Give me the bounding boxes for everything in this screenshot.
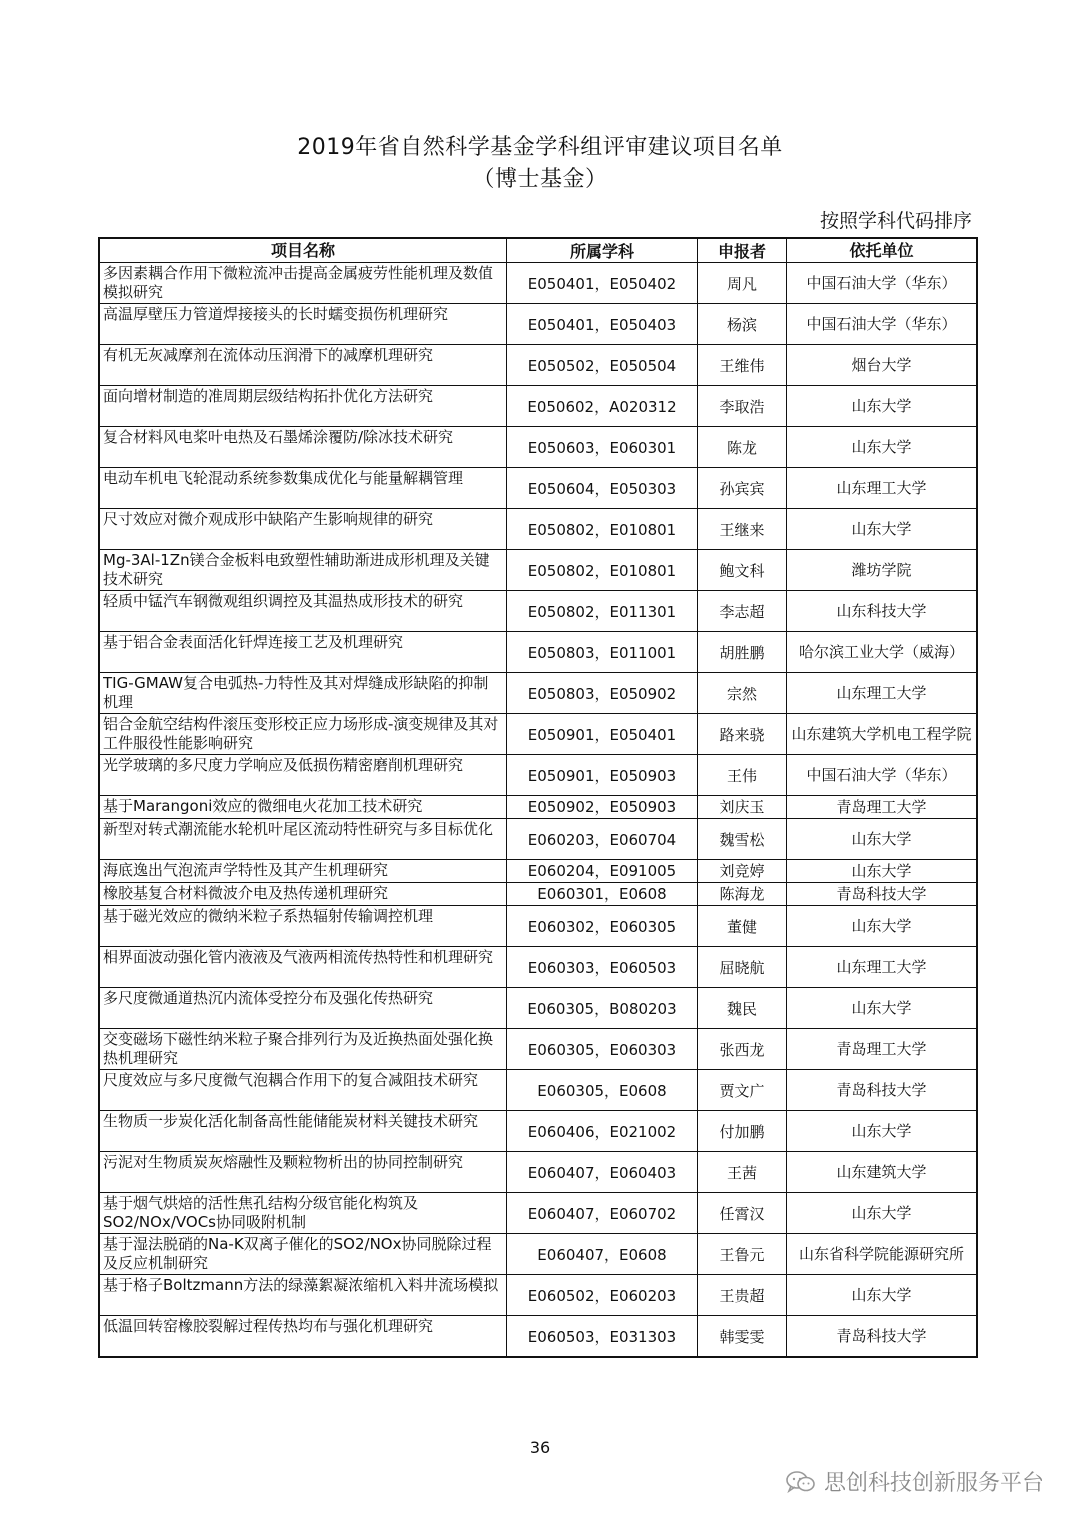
- table-row: [99, 673, 977, 714]
- project-table: [98, 237, 978, 1358]
- project-name: 基于湿法脱硝的Na-K双离子催化的SO2/NOx协同脱除过程及反应机制研究: [103, 1235, 492, 1272]
- project-name-cell: [99, 1193, 507, 1234]
- institution-name: 山东省科学院能源研究所: [787, 1234, 978, 1275]
- discipline-code: E060204，E091005: [507, 860, 698, 883]
- discipline-code: E050802，E011301: [507, 591, 698, 632]
- project-name: TIG-GMAW复合电弧热-力特性及其对焊缝成形缺陷的抑制机理: [103, 674, 489, 711]
- discipline-code: E060407，E060702: [507, 1193, 698, 1234]
- project-name: 有机无灰减摩剂在流体动压润滑下的减摩机理研究: [103, 346, 434, 364]
- table-row: [99, 427, 977, 468]
- discipline-code: E060407，E0608: [507, 1234, 698, 1275]
- project-name: 基于格子Boltzmann方法的绿藻絮凝浓缩机入料井流场模拟: [103, 1276, 499, 1294]
- table-row: [99, 1193, 977, 1234]
- project-name-cell: [99, 1316, 507, 1358]
- institution-name: 青岛科技大学: [787, 1316, 978, 1358]
- project-name: 海底逸出气泡流声学特性及其产生机理研究: [103, 861, 389, 879]
- table-row: [99, 345, 977, 386]
- project-name: 交变磁场下磁性纳米粒子聚合排列行为及近换热面处强化换热机理研究: [103, 1030, 494, 1067]
- discipline-code: E060203，E060704: [507, 819, 698, 860]
- applicant-name: 王茜: [698, 1152, 787, 1193]
- project-name: 低温回转窑橡胶裂解过程传热均布与强化机理研究: [103, 1317, 434, 1335]
- institution-name: 山东大学: [787, 819, 978, 860]
- discipline-code: E060303，E060503: [507, 947, 698, 988]
- table-row: [99, 1111, 977, 1152]
- institution-name: 中国石油大学（华东）: [787, 304, 978, 345]
- applicant-name: 王贵超: [698, 1275, 787, 1316]
- project-name: 尺寸效应对微介观成形中缺陷产生影响规律的研究: [103, 510, 434, 528]
- applicant-name: 屈晓航: [698, 947, 787, 988]
- project-name-cell: [99, 714, 507, 755]
- applicant-name: 董健: [698, 906, 787, 947]
- sort-note: 按照学科代码排序: [819, 210, 972, 232]
- table-row: [99, 1234, 977, 1275]
- discipline-code: E050401，E050402: [507, 263, 698, 304]
- discipline-code: E050901，E050903: [507, 755, 698, 796]
- wechat-icon: [786, 1470, 816, 1494]
- project-name: 多因素耦合作用下微粒流冲击提高金属疲劳性能机理及数值模拟研究: [103, 264, 494, 301]
- applicant-name: 张西龙: [698, 1029, 787, 1070]
- table-row: [99, 1152, 977, 1193]
- applicant-name: 刘庆玉: [698, 796, 787, 819]
- institution-name: 中国石油大学（华东）: [787, 263, 978, 304]
- table-row: [99, 304, 977, 345]
- project-name-cell: [99, 509, 507, 550]
- discipline-code: E060301，E0608: [507, 883, 698, 906]
- discipline-code: E050901，E050401: [507, 714, 698, 755]
- project-name: 基于铝合金表面活化钎焊连接工艺及机理研究: [103, 633, 404, 651]
- project-name-cell: [99, 468, 507, 509]
- applicant-name: 贾文广: [698, 1070, 787, 1111]
- table-row: [99, 263, 977, 304]
- institution-name: 山东建筑大学: [787, 1152, 978, 1193]
- table-row: [99, 1316, 977, 1358]
- project-name-cell: [99, 906, 507, 947]
- applicant-name: 任霄汉: [698, 1193, 787, 1234]
- applicant-name: 魏民: [698, 988, 787, 1029]
- applicant-name: 付加鹏: [698, 1111, 787, 1152]
- institution-name: 山东大学: [787, 509, 978, 550]
- project-name-cell: [99, 947, 507, 988]
- discipline-code: E050604，E050303: [507, 468, 698, 509]
- project-name-cell: [99, 1275, 507, 1316]
- institution-name: 中国石油大学（华东）: [787, 755, 978, 796]
- discipline-code: E060406，E021002: [507, 1111, 698, 1152]
- project-name: Mg-3Al-1Zn镁合金板料电致塑性辅助渐进成形机理及关键技术研究: [103, 551, 490, 588]
- project-name: 相界面波动强化管内液液及气液两相流传热特性和机理研究: [103, 948, 494, 966]
- institution-name: 山东大学: [787, 386, 978, 427]
- project-name-cell: [99, 632, 507, 673]
- header-project-name: 项目名称: [99, 238, 507, 263]
- project-name: 生物质一步炭化活化制备高性能储能炭材料关键技术研究: [103, 1112, 479, 1130]
- project-name: 光学玻璃的多尺度力学响应及低损伤精密磨削机理研究: [103, 756, 464, 774]
- table-row: [99, 509, 977, 550]
- discipline-code: E050803，E011001: [507, 632, 698, 673]
- institution-name: 潍坊学院: [787, 550, 978, 591]
- applicant-name: 王维伟: [698, 345, 787, 386]
- project-name: 基于烟气烘焙的活性焦孔结构分级官能化构筑及SO2/NOx/VOCs协同吸附机制: [103, 1194, 419, 1231]
- project-name-cell: [99, 1111, 507, 1152]
- project-name: 铝合金航空结构件滚压变形校正应力场形成-演变规律及其对工件服役性能影响研究: [103, 715, 499, 752]
- project-name: 基于Marangoni效应的微细电火花加工技术研究: [103, 797, 423, 815]
- project-name: 橡胶基复合材料微波介电及热传递机理研究: [103, 884, 389, 902]
- institution-name: 青岛理工大学: [787, 796, 978, 819]
- project-name-cell: [99, 427, 507, 468]
- table-row: [99, 386, 977, 427]
- project-name-cell: [99, 263, 507, 304]
- applicant-name: 陈龙: [698, 427, 787, 468]
- institution-name: 山东大学: [787, 1193, 978, 1234]
- project-name-cell: [99, 819, 507, 860]
- project-name-cell: [99, 304, 507, 345]
- discipline-code: E060305，B080203: [507, 988, 698, 1029]
- project-name-cell: [99, 988, 507, 1029]
- table-row: [99, 860, 977, 883]
- discipline-code: E050502，E050504: [507, 345, 698, 386]
- table-row: [99, 468, 977, 509]
- applicant-name: 陈海龙: [698, 883, 787, 906]
- applicant-name: 杨滨: [698, 304, 787, 345]
- applicant-name: 王鲁元: [698, 1234, 787, 1275]
- watermark: [786, 1466, 1044, 1497]
- project-name: 复合材料风电桨叶电热及石墨烯涂覆防/除冰技术研究: [103, 428, 454, 446]
- project-name-cell: [99, 673, 507, 714]
- project-name-cell: [99, 755, 507, 796]
- institution-name: 山东大学: [787, 860, 978, 883]
- institution-name: 山东科技大学: [787, 591, 978, 632]
- discipline-code: E050803，E050902: [507, 673, 698, 714]
- table-header-row: [99, 238, 977, 263]
- institution-name: 山东理工大学: [787, 673, 978, 714]
- institution-name: 山东大学: [787, 427, 978, 468]
- discipline-code: E060302，E060305: [507, 906, 698, 947]
- page-number: 36: [529, 1438, 551, 1457]
- discipline-code: E060502，E060203: [507, 1275, 698, 1316]
- discipline-code: E050802，E010801: [507, 550, 698, 591]
- table-row: [99, 1029, 977, 1070]
- applicant-name: 刘竞婷: [698, 860, 787, 883]
- discipline-code: E050602，A020312: [507, 386, 698, 427]
- project-name-cell: [99, 386, 507, 427]
- discipline-code: E050902，E050903: [507, 796, 698, 819]
- project-name-cell: [99, 1234, 507, 1275]
- table-row: [99, 988, 977, 1029]
- project-name-cell: [99, 796, 507, 819]
- institution-name: 山东理工大学: [787, 468, 978, 509]
- project-name: 基于磁光效应的微纳米粒子系热辐射传输调控机理: [103, 907, 434, 925]
- project-name-cell: [99, 550, 507, 591]
- project-name: 高温厚壁压力管道焊接接头的长时蠕变损伤机理研究: [103, 305, 449, 323]
- table-row: [99, 906, 977, 947]
- institution-name: 山东大学: [787, 1275, 978, 1316]
- project-name-cell: [99, 345, 507, 386]
- table-row: [99, 1275, 977, 1316]
- page-subtitle: （博士基金）: [472, 167, 608, 192]
- project-name-cell: [99, 883, 507, 906]
- page-title: 2019年省自然科学基金学科组评审建议项目名单: [297, 135, 783, 160]
- project-name-cell: [99, 1152, 507, 1193]
- applicant-name: 李取浩: [698, 386, 787, 427]
- institution-name: 青岛科技大学: [787, 1070, 978, 1111]
- discipline-code: E050603，E060301: [507, 427, 698, 468]
- applicant-name: 胡胜鹏: [698, 632, 787, 673]
- institution-name: 山东建筑大学机电工程学院: [787, 714, 978, 755]
- applicant-name: 韩雯雯: [698, 1316, 787, 1358]
- applicant-name: 宗然: [698, 673, 787, 714]
- table-row: [99, 796, 977, 819]
- project-name-cell: [99, 860, 507, 883]
- table-row: [99, 1070, 977, 1111]
- institution-name: 青岛科技大学: [787, 883, 978, 906]
- project-name: 多尺度微通道热沉内流体受控分布及强化传热研究: [103, 989, 434, 1007]
- institution-name: 山东理工大学: [787, 947, 978, 988]
- table-row: [99, 550, 977, 591]
- table-row: [99, 591, 977, 632]
- discipline-code: E050401，E050403: [507, 304, 698, 345]
- project-name: 面向增材制造的准周期层级结构拓扑优化方法研究: [103, 387, 434, 405]
- applicant-name: 李志超: [698, 591, 787, 632]
- applicant-name: 王伟: [698, 755, 787, 796]
- header-discipline: 所属学科: [507, 238, 698, 263]
- institution-name: 哈尔滨工业大学（威海）: [787, 632, 978, 673]
- table-body: [99, 263, 977, 1358]
- discipline-code: E060407，E060403: [507, 1152, 698, 1193]
- project-name-cell: [99, 591, 507, 632]
- institution-name: 烟台大学: [787, 345, 978, 386]
- institution-name: 山东大学: [787, 1111, 978, 1152]
- applicant-name: 周凡: [698, 263, 787, 304]
- project-name: 轻质中锰汽车钢微观组织调控及其温热成形技术的研究: [103, 592, 464, 610]
- table-row: [99, 755, 977, 796]
- header-applicant: 申报者: [698, 238, 787, 263]
- discipline-code: E060503，E031303: [507, 1316, 698, 1358]
- project-name: 污泥对生物质炭灰熔融性及颗粒物析出的协同控制研究: [103, 1153, 464, 1171]
- institution-name: 青岛理工大学: [787, 1029, 978, 1070]
- header-institution: 依托单位: [787, 238, 978, 263]
- applicant-name: 孙宾宾: [698, 468, 787, 509]
- project-name: 新型对转式潮流能水轮机叶尾区流动特性研究与多目标优化: [103, 820, 494, 838]
- table-row: [99, 714, 977, 755]
- applicant-name: 路来骁: [698, 714, 787, 755]
- project-name: 电动车机电飞轮混动系统参数集成优化与能量解耦管理: [103, 469, 464, 487]
- table-row: [99, 883, 977, 906]
- institution-name: 山东大学: [787, 988, 978, 1029]
- applicant-name: 鲍文科: [698, 550, 787, 591]
- table-row: [99, 632, 977, 673]
- institution-name: 山东大学: [787, 906, 978, 947]
- applicant-name: 王继来: [698, 509, 787, 550]
- project-name-cell: [99, 1070, 507, 1111]
- discipline-code: E060305，E060303: [507, 1029, 698, 1070]
- project-name: 尺度效应与多尺度微气泡耦合作用下的复合减阻技术研究: [103, 1071, 479, 1089]
- watermark-text: 思创科技创新服务平台: [823, 1471, 1044, 1496]
- table-row: [99, 947, 977, 988]
- discipline-code: E060305，E0608: [507, 1070, 698, 1111]
- table-row: [99, 819, 977, 860]
- discipline-code: E050802，E010801: [507, 509, 698, 550]
- applicant-name: 魏雪松: [698, 819, 787, 860]
- project-name-cell: [99, 1029, 507, 1070]
